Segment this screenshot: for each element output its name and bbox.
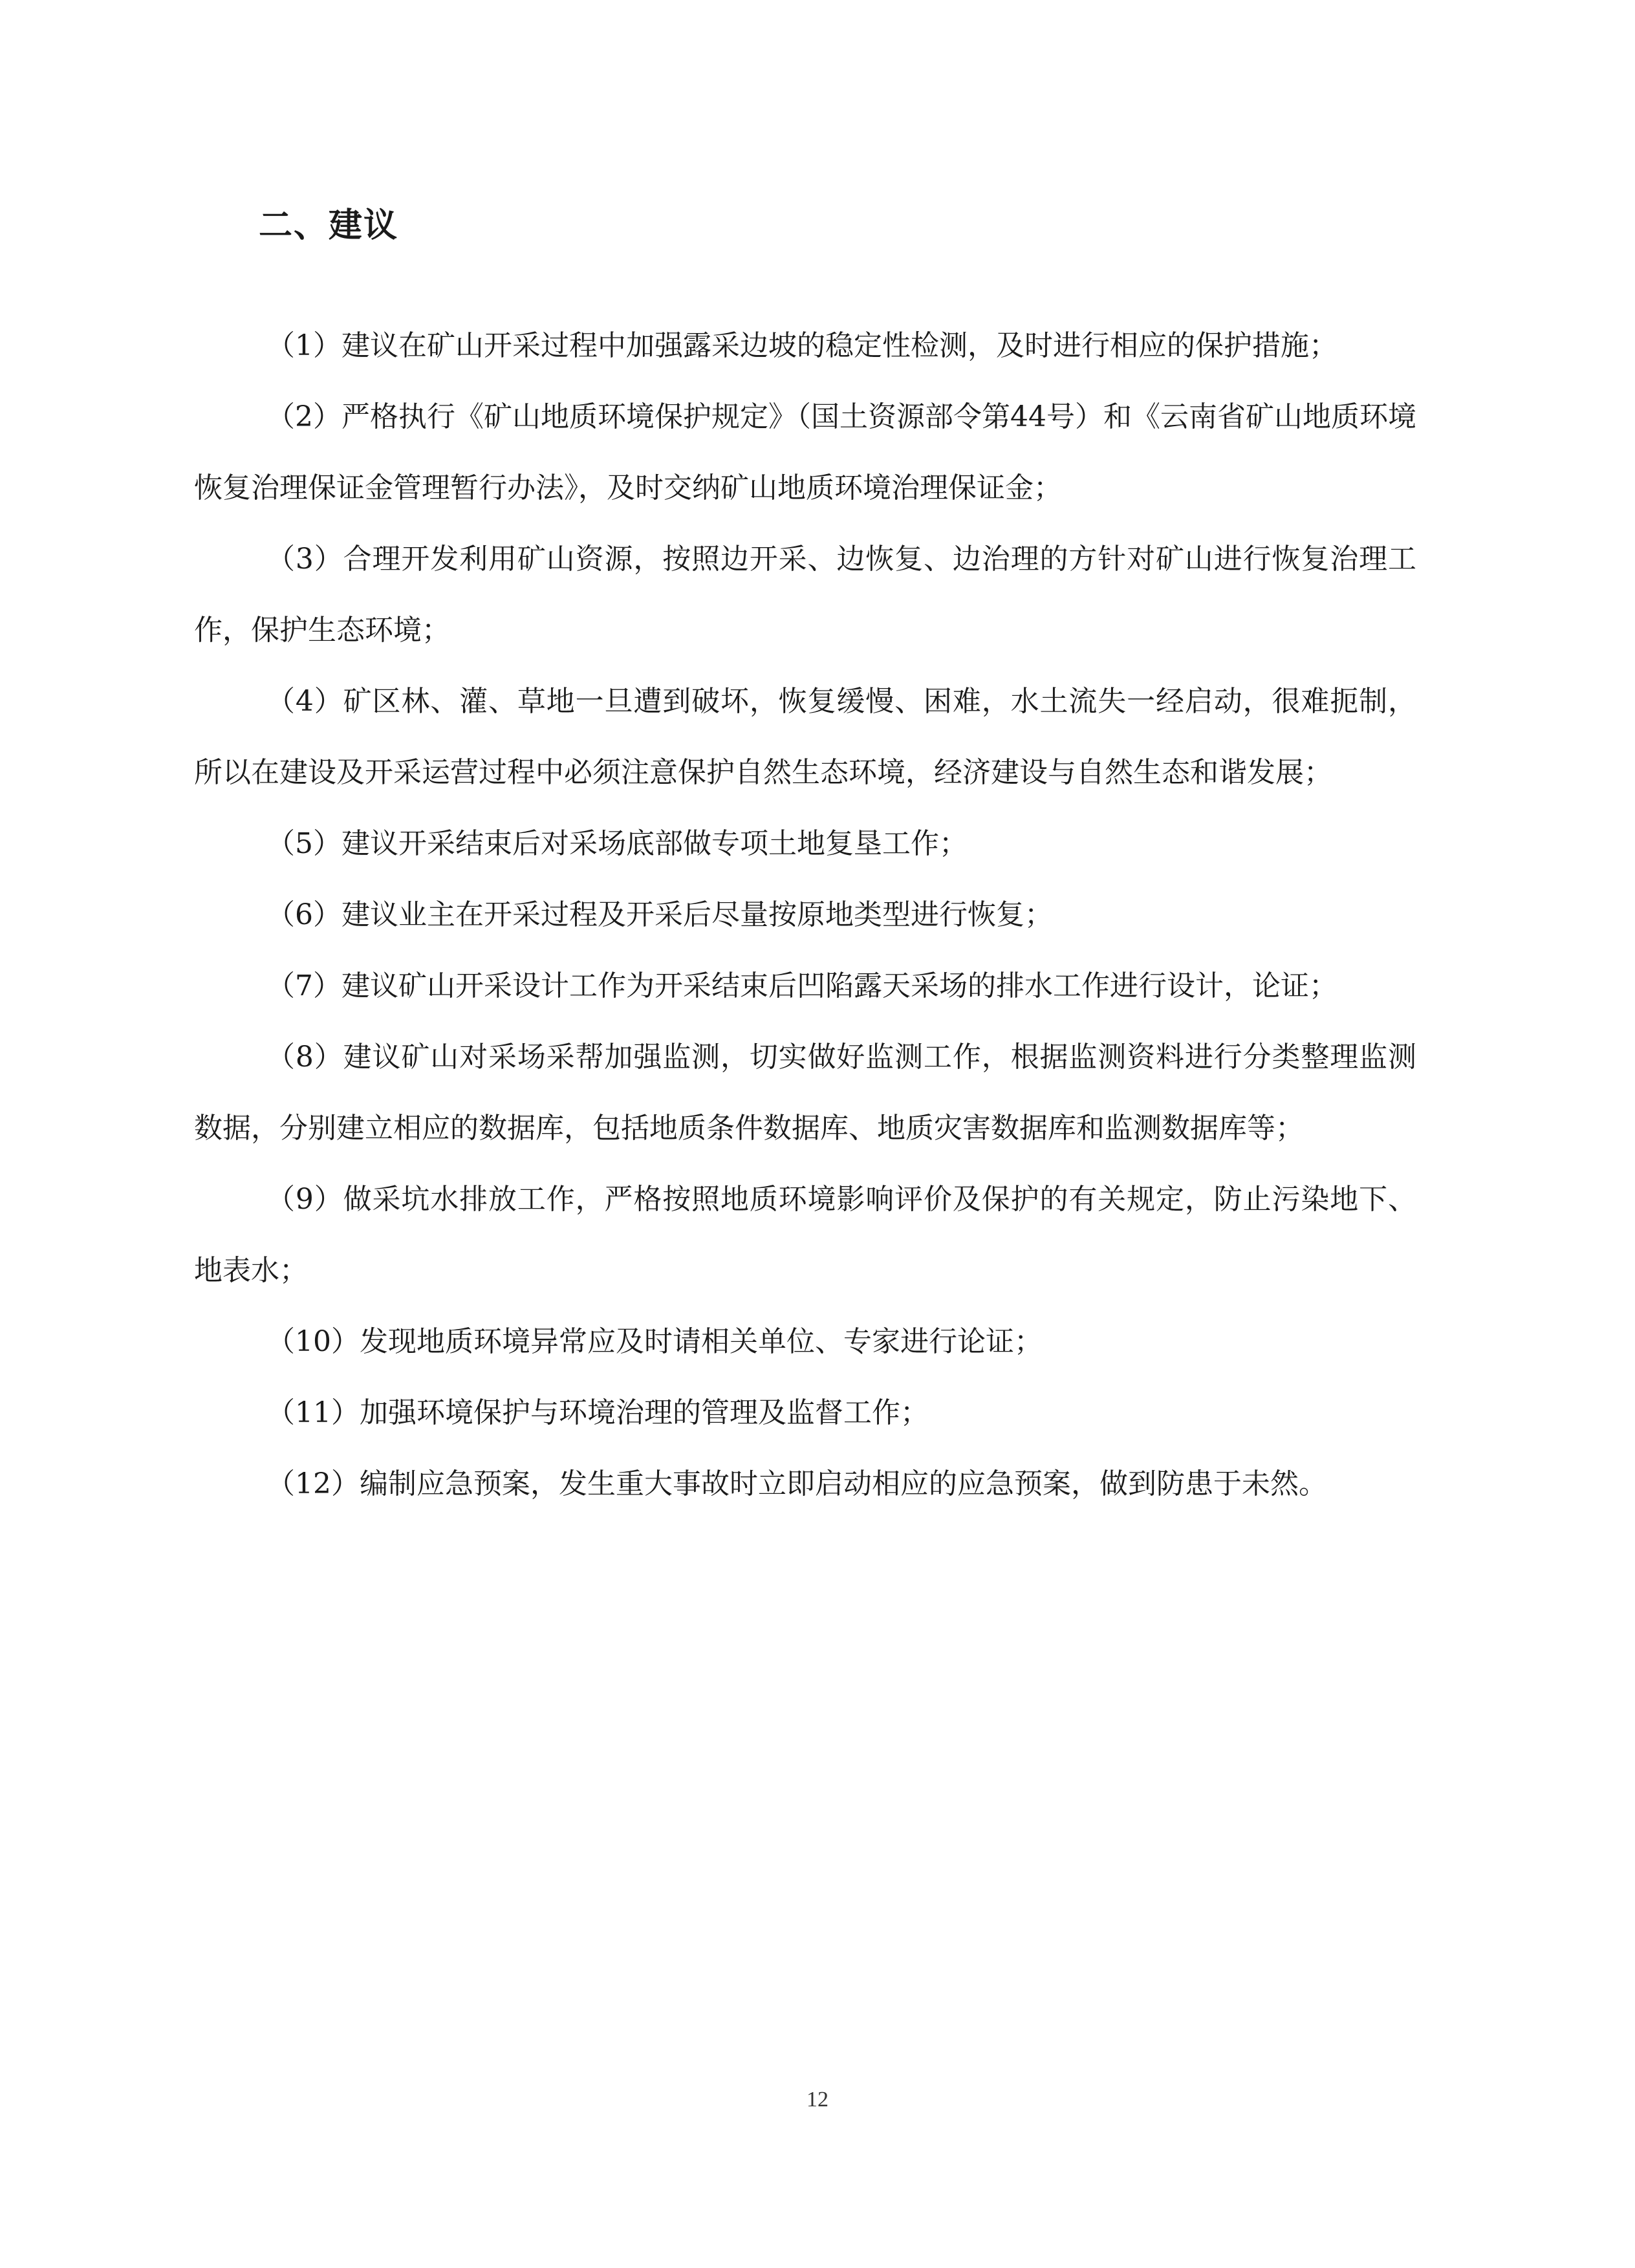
- recommendation-4: （4）矿区林、灌、草地一旦遭到破坏，恢复缓慢、困难，水土流失一经启动，很难扼制，所以在建设及开采运营过程中必须注意保护自然生态环境，经济建设与自然生态和谐发展；: [194, 685, 1416, 789]
- recommendation-6: （6）建议业主在开采过程及开采后尽量按原地类型进行恢复；: [266, 898, 1053, 931]
- recommendation-11: （11）加强环境保护与环境治理的管理及监督工作；: [266, 1396, 929, 1429]
- recommendation-9: （9）做采坑水排放工作，严格按照地质环境影响评价及保护的有关规定，防止污染地下、地表水；: [194, 1183, 1416, 1287]
- page-number: 12: [807, 2088, 828, 2111]
- recommendation-1: （1）建议在矿山开采过程中加强露采边坡的稳定性检测，及时进行相应的保护措施；: [266, 329, 1337, 362]
- section-heading: 二、建议: [259, 206, 399, 245]
- recommendation-7: （7）建议矿山开采设计工作为开采结束后凹陷露天采场的排水工作进行设计，论证；: [266, 969, 1337, 1002]
- recommendation-8: （8）建议矿山对采场采帮加强监测，切实做好监测工作，根据监测资料进行分类整理监测数据，分别建立相应的数据库，包括地质条件数据库、地质灾害数据库和监测数据库等；: [194, 1041, 1416, 1145]
- recommendation-3: （3）合理开发利用矿山资源，按照边开采、边恢复、边治理的方针对矿山进行恢复治理工作，保护生态环境；: [194, 543, 1416, 647]
- recommendation-10: （10）发现地质环境异常应及时请相关单位、专家进行论证；: [266, 1325, 1043, 1358]
- recommendation-12: （12）编制应急预案，发生重大事故时立即启动相应的应急预案，做到防患于未然。: [266, 1467, 1327, 1500]
- recommendation-2: （2）严格执行《矿山地质环境保护规定》（国土资源部令第44号）和《云南省矿山地质环境恢复治理保证金管理暂行办法》，及时交纳矿山地质环境治理保证金；: [194, 400, 1416, 504]
- recommendation-5: （5）建议开采结束后对采场底部做专项土地复垦工作；: [266, 827, 968, 860]
- recommendations-list: [194, 310, 1416, 1520]
